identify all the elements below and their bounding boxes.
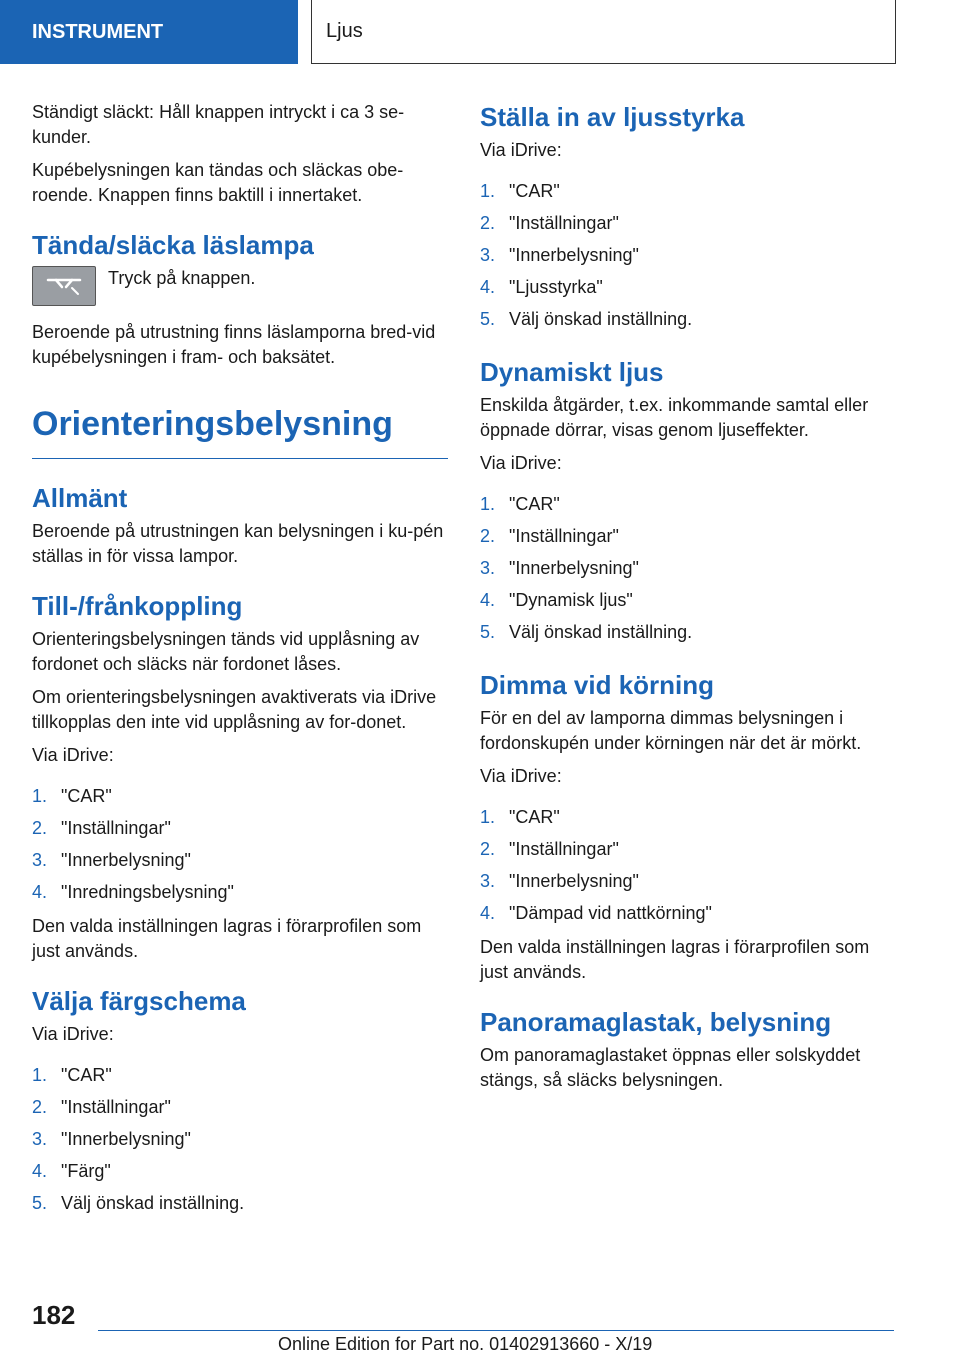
- paragraph: För en del av lamporna dimmas belysningen i fordonskupén under körningen när det är mörkt.: [480, 708, 862, 753]
- list-item: 4. "Färg": [32, 1161, 111, 1181]
- steps-list: [480, 488, 900, 648]
- left-column: [32, 100, 448, 1225]
- heading-reading-lamp: Tända/släcka läslampa: [32, 230, 314, 260]
- list-item: 1. "CAR": [480, 494, 560, 514]
- paragraph: Via iDrive:: [32, 1024, 114, 1044]
- paragraph: Via iDrive:: [480, 453, 562, 473]
- list-item: 4. "Dynamisk ljus": [480, 590, 633, 610]
- list-item: 3. "Innerbelysning": [480, 245, 639, 265]
- reading-lamp-icon: [32, 266, 96, 306]
- steps-list: [480, 801, 900, 929]
- footer-divider: [98, 1330, 894, 1331]
- paragraph: Beroende på utrustningen kan belysningen i ku-pén ställas in för vissa lampor.: [32, 521, 444, 566]
- steps-list: [32, 780, 448, 908]
- heading-dynamic-light: Dynamiskt ljus: [480, 357, 664, 387]
- right-column: [480, 100, 900, 1101]
- list-item: 5. Välj önskad inställning.: [480, 622, 693, 642]
- steps-list: [480, 175, 900, 335]
- list-item: 4. "Ljusstyrka": [480, 277, 603, 297]
- paragraph: Den valda inställningen lagras i förarprofilen som just används.: [480, 937, 870, 982]
- paragraph: Enskilda åtgärder, t.ex. inkommande samtal eller öppnade dörrar, visas genom ljuseffekter.: [480, 395, 869, 440]
- list-item: 1. "CAR": [480, 181, 560, 201]
- list-item: 3. "Innerbelysning": [32, 1129, 191, 1149]
- list-item: 3. "Innerbelysning": [32, 850, 191, 870]
- paragraph: Beroende på utrustning finns läslamporna bred-vid kupébelysningen i fram- och baksätet.: [32, 322, 436, 367]
- reading-lamp-instruction: [32, 266, 448, 306]
- paragraph: Den valda inställningen lagras i förarprofilen som just används.: [32, 916, 422, 961]
- list-item: 1. "CAR": [480, 807, 560, 827]
- paragraph: Ständigt släckt: Håll knappen intryckt i ca 3 se-kunder.: [32, 102, 405, 147]
- paragraph: Orienteringsbelysningen tänds vid upplåsning av fordonet och släcks när fordonet låses.: [32, 629, 420, 674]
- paragraph: Via iDrive:: [480, 140, 562, 160]
- paragraph: Om panoramaglastaket öppnas eller solskyddet stängs, så släcks belysningen.: [480, 1045, 861, 1090]
- paragraph: Via iDrive:: [32, 745, 114, 765]
- heading-dim-driving: Dimma vid körning: [480, 670, 715, 700]
- list-item: 3. "Innerbelysning": [480, 558, 639, 578]
- heading-on-off: Till-/frånkoppling: [32, 591, 243, 621]
- list-item: 3. "Innerbelysning": [480, 871, 639, 891]
- list-item: 5. Välj önskad inställning.: [480, 309, 693, 329]
- paragraph: Om orienteringsbelysningen avaktiverats via iDrive tillkopplas den inte vid upplåsning av for-donet.: [32, 687, 437, 732]
- page-number: 182: [32, 1300, 76, 1330]
- list-item: 2. "Inställningar": [480, 839, 619, 859]
- heading-brightness: Ställa in av ljusstyrka: [480, 102, 745, 132]
- list-item: 5. Välj önskad inställning.: [32, 1193, 245, 1213]
- chapter-title: Orienteringsbelysning: [32, 402, 448, 459]
- section-tab: [0, 0, 298, 64]
- list-item: 2. "Inställningar": [32, 818, 171, 838]
- list-item: 4. "Dämpad vid nattkörning": [480, 903, 712, 923]
- steps-list: [32, 1059, 448, 1219]
- footer-edition: Online Edition for Part no. 01402913660 - X/19: [278, 1334, 653, 1354]
- list-item: 1. "CAR": [32, 786, 112, 806]
- paragraph: Kupébelysningen kan tändas och släckas obe-roende. Knappen finns baktill i innertaket.: [32, 160, 404, 205]
- section-title: INSTRUMENT: [32, 20, 164, 43]
- heading-general: Allmänt: [32, 483, 128, 513]
- list-item: 2. "Inställningar": [32, 1097, 171, 1117]
- topic-title: Ljus: [326, 20, 363, 42]
- list-item: 4. "Inredningsbelysning": [32, 882, 234, 902]
- icon-caption: Tryck på knappen.: [108, 268, 256, 288]
- list-item: 2. "Inställningar": [480, 213, 619, 233]
- list-item: 1. "CAR": [32, 1065, 112, 1085]
- topic-header: [311, 0, 896, 64]
- list-item: 2. "Inställningar": [480, 526, 619, 546]
- heading-panorama-roof: Panoramaglastak, belysning: [480, 1007, 832, 1037]
- paragraph: Via iDrive:: [480, 766, 562, 786]
- heading-color-scheme: Välja färgschema: [32, 986, 246, 1016]
